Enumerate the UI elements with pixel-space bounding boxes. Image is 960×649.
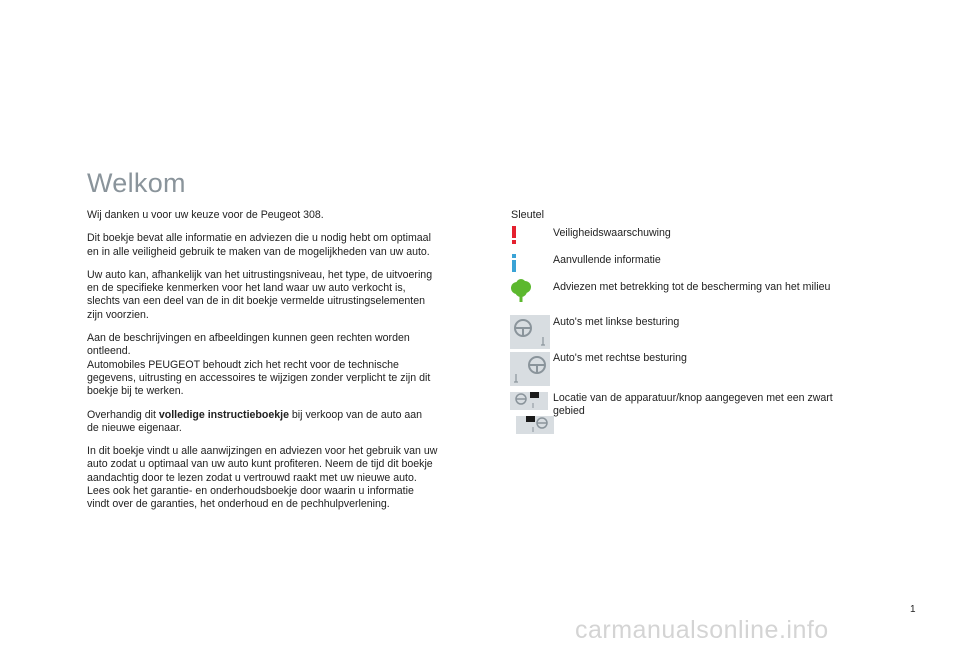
legend-item-label: Auto's met rechtse besturing	[553, 352, 687, 364]
watermark: carmanualsonline.info	[575, 616, 829, 644]
intro-paragraph: Wij danken u voor uw keuze voor de Peugeot 308.	[87, 209, 324, 221]
intro-paragraph: Uw auto kan, afhankelijk van het uitrustingsniveau, het type, de uitvoering en de specifieke kenmerken voor het land waar uw auto verkocht is, slechts van een deel van de in dit boekje vermelde uitrustingselementen zijn voorzien.	[87, 268, 433, 321]
legend-item-label: Aanvullende informatie	[553, 254, 661, 266]
intro-paragraph	[87, 409, 487, 436]
intro-paragraph: Aan de beschrijvingen en afbeeldingen kunnen geen rechten worden ontleend. Automobiles PEUGEOT behoudt zich het recht voor de technische gegevens, uitrusting en accessoires te wijzigen zonder verplicht te zijn dit boekje bij te werken.	[87, 332, 431, 398]
handover-text-end: bij verkoop van de auto aan de nieuwe eigenaar.	[87, 408, 423, 434]
legend-heading: Sleutel	[511, 209, 545, 221]
right-hand-drive-icon	[510, 352, 550, 391]
intro-paragraph: In dit boekje vindt u alle aanwijzingen en adviezen voor het gebruik van uw auto zodat u optimaal van uw auto kunt profiteren. Neem de tijd dit boekje aandachtig door te lezen zodat u vertrouwd raakt met uw nieuwe auto. Lees ook het garantie- en onderhoudsboekje door waarin u informatie vindt over de garanties, het onderhoud en de pechhulpverlening.	[87, 445, 438, 511]
handover-text: Overhandig dit	[87, 408, 159, 421]
left-hand-drive-icon	[510, 315, 550, 354]
intro-paragraph: Dit boekje bevat alle informatie en adviezen die u nodig hebt om optimaal en in alle veiligheid gebruik te maken van de mogelijkheden van uw auto.	[87, 232, 431, 258]
handover-bold-text: volledige instructieboekje	[158, 408, 289, 421]
legend-item-label: Veiligheidswaarschuwing	[553, 227, 671, 239]
legend-item-label: Locatie van de apparatuur/knop aangegeven met een zwart gebied	[553, 392, 833, 418]
exclamation-icon	[507, 225, 521, 250]
control-location-icon	[508, 390, 554, 443]
intro-text	[87, 209, 487, 522]
page-title: Welkom	[87, 168, 186, 198]
tree-icon	[508, 279, 534, 308]
info-icon	[507, 253, 521, 278]
legend-item-label: Adviezen met betrekking tot de bescherming van het milieu	[553, 281, 831, 293]
legend-item-label: Auto's met linkse besturing	[553, 316, 680, 328]
page-number: 1	[910, 604, 916, 615]
